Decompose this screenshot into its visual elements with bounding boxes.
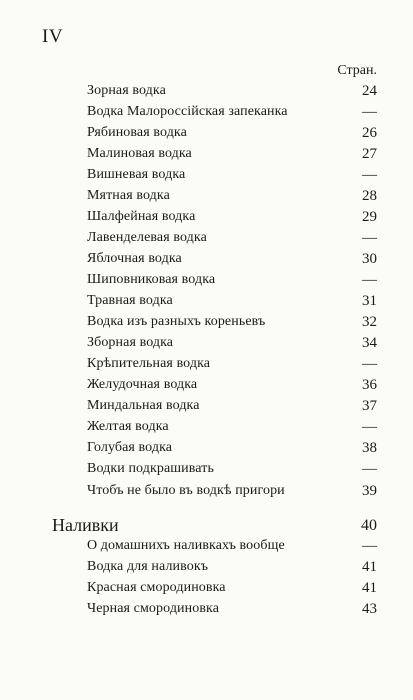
toc-entry-page: —: [362, 461, 377, 477]
toc-entry-page: 43: [362, 601, 377, 617]
toc-entry-title: Водка для наливокъ: [87, 559, 209, 574]
toc-entry-page: 39: [362, 483, 377, 499]
toc-entry-page: 28: [362, 188, 377, 204]
toc-entry: [0, 104, 413, 125]
toc-section-heading: [0, 515, 413, 539]
toc-entry-title: Крѣпительная водка: [87, 356, 211, 371]
toc-entry: [0, 440, 413, 461]
toc-entry-page: 41: [362, 559, 377, 575]
toc-entry-page: 34: [362, 335, 377, 351]
toc-section-title: Наливки: [52, 515, 119, 535]
toc-entry-title: Шиповниковая водка: [87, 272, 216, 287]
toc-entry: [0, 314, 413, 335]
toc-entry: [0, 230, 413, 251]
toc-entry: [0, 483, 413, 504]
toc-entry-title: Зборная водка: [87, 335, 174, 350]
toc-entry-page: —: [362, 272, 377, 288]
toc-entry: [0, 83, 413, 104]
toc-entry: [0, 293, 413, 314]
toc-entry-page: 41: [362, 580, 377, 596]
toc-entry: [0, 146, 413, 167]
toc-entry-page: —: [362, 167, 377, 183]
toc-entry: [0, 125, 413, 146]
toc-entry-page: 26: [362, 125, 377, 141]
toc-entry-title: Красная смородиновка: [87, 580, 226, 595]
toc-entry: [0, 167, 413, 188]
toc-entry: [0, 272, 413, 293]
toc-entry: [0, 335, 413, 356]
toc-entry-title: Малиновая водка: [87, 146, 192, 161]
toc-entry-title: Лавенделевая водка: [87, 230, 207, 245]
toc-entry-title: Яблочная водка: [87, 251, 182, 266]
toc-entry: [0, 538, 413, 559]
toc-entry-page: —: [362, 104, 377, 120]
toc-entry-title: Миндальная водка: [87, 398, 200, 413]
toc-entry-title: Черная смородиновка: [87, 601, 220, 616]
toc-entry-title: Травная водка: [87, 293, 173, 308]
toc-entry-page: —: [362, 356, 377, 372]
toc-entry-page: —: [362, 419, 377, 435]
toc-entry-page: —: [362, 230, 377, 246]
page-column-header: Стран.: [337, 63, 377, 78]
toc-entry: [0, 209, 413, 230]
toc-entry-page: 24: [362, 83, 377, 99]
toc-entry-title: Зорная водка: [87, 83, 166, 98]
toc-entry: [0, 188, 413, 209]
toc-entry-title: Водки подкрашивать: [87, 461, 214, 476]
toc-entry: [0, 461, 413, 482]
toc-entry-page: 31: [362, 293, 377, 309]
toc-entry-page: 36: [362, 377, 377, 393]
toc-entry-page: 29: [362, 209, 377, 225]
toc-entry: [0, 377, 413, 398]
toc-entry: [0, 419, 413, 440]
toc-entry-page: 37: [362, 398, 377, 414]
toc-entry: [0, 251, 413, 272]
toc-entry-title: Рябиновая водка: [87, 125, 187, 140]
toc-entry: [0, 580, 413, 601]
toc-entry-title: Шалфейная водка: [87, 209, 196, 224]
toc-entry-title: Голубая водка: [87, 440, 173, 455]
toc-entry-title: О домашнихъ наливкахъ вообще: [87, 538, 285, 553]
toc-entry: [0, 601, 413, 622]
toc-entry-title: Желтая водка: [87, 419, 169, 434]
toc-entry: [0, 398, 413, 419]
toc-entry-title: Вишневая водка: [87, 167, 186, 182]
toc-entry-title: Чтобъ не было въ водкѣ пригори: [87, 483, 285, 498]
toc-entry-title: Водка изъ разныхъ кореньевъ: [87, 314, 266, 329]
toc-entry-page: 32: [362, 314, 377, 330]
toc-section-page: 40: [361, 517, 377, 534]
toc-entry-title: Водка Малороссійская запеканка: [87, 104, 288, 119]
page-folio: IV: [42, 26, 64, 47]
toc-entry-page: 38: [362, 440, 377, 456]
toc-entry-title: Желудочная водка: [87, 377, 198, 392]
toc-entry-page: —: [362, 538, 377, 554]
toc-entry-title: Мятная водка: [87, 188, 170, 203]
toc-entry-page: 30: [362, 251, 377, 267]
toc-entry-page: 27: [362, 146, 377, 162]
toc-entry: [0, 356, 413, 377]
toc-entry: [0, 559, 413, 580]
